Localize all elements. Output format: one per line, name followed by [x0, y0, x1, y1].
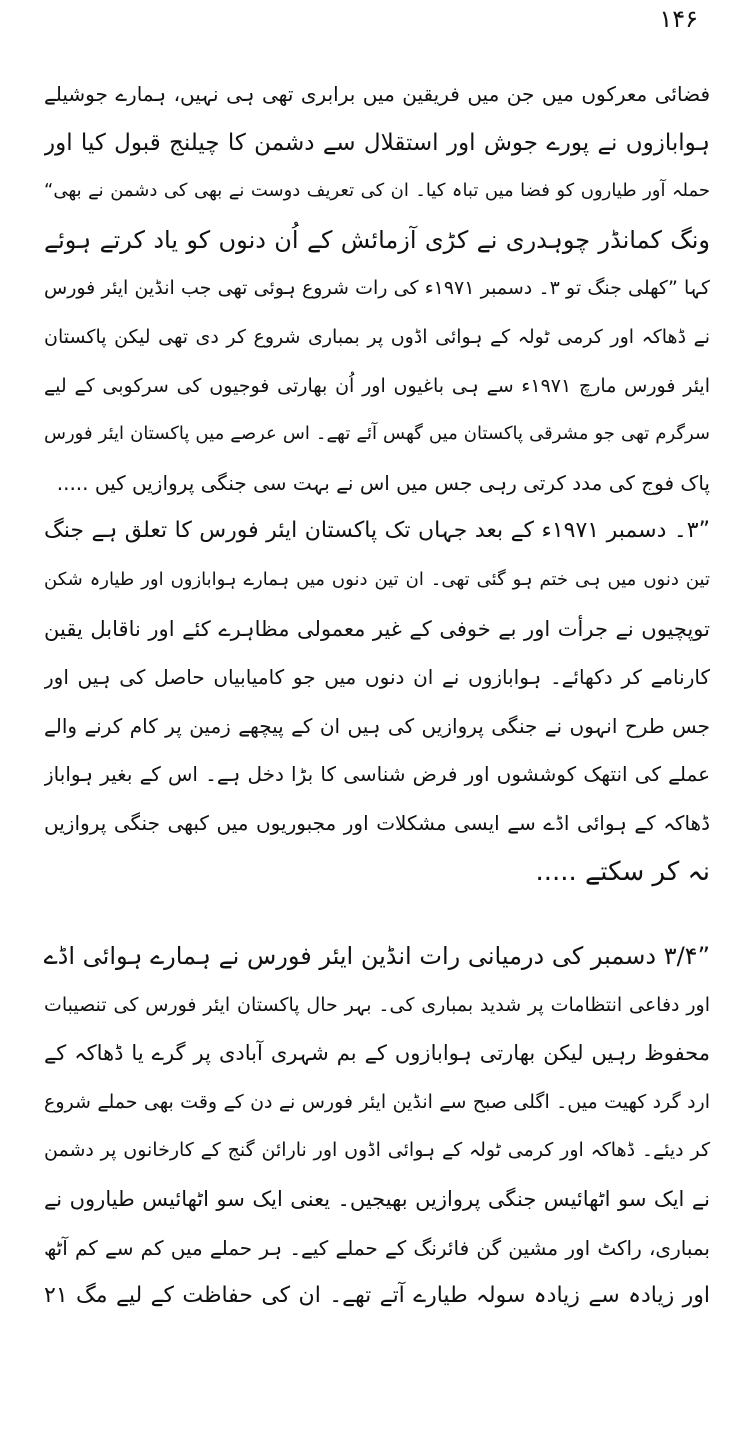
text-line: ڈھاکہ کے ہوائی اڈے سے ایسی مشکلات اور مجبوریوں میں کبھی جنگی پروازیں	[44, 810, 710, 835]
text-line: کہا ”کھلی جنگ تو ۳۔ دسمبر ۱۹۷۱ء کی رات شروع ہوئی تھی جب انڈین ایئر فورس	[44, 277, 710, 300]
page-body	[44, 70, 710, 1321]
text-line: بمباری، راکٹ اور مشین گن فائرنگ کے حملے کیے۔ ہر حملے میں کم سے کم آٹھ	[44, 1235, 710, 1260]
text-line: پاک فوج کی مدد کرتی رہی جس میں اس نے بہت سی جنگی پروازیں کیں .....	[56, 470, 710, 495]
text-line: نے ڈھاکہ اور کرمی ٹولہ کے ہوائی اڈوں پر بمباری شروع کر دی تھی لیکن پاکستان	[44, 325, 710, 348]
text-line: اور دفاعی انتظامات پر شدید بمباری کی۔ بہر حال پاکستان ایئر فورس کی تنصیبات	[44, 993, 710, 1016]
text-line: نہ کر سکتے .....	[535, 856, 710, 887]
text-line: ارد گرد کھیت میں۔ اگلی صبح سے انڈین ایئر فورس نے دن کے وقت بھی حملے شروع	[44, 1090, 710, 1113]
text-line: کر دیئے۔ ڈھاکہ اور کرمی ٹولہ کے ہوائی اڈوں اور نارائن گنج کے کارخانوں پر دشمن	[44, 1139, 710, 1162]
paragraph-gap	[44, 896, 710, 932]
text-line: محفوظ رہیں لیکن بھارتی ہوابازوں کے بم شہری آبادی پر گرے یا ڈھاکہ کے	[44, 1041, 710, 1066]
text-line: سرگرم تھی جو مشرقی پاکستان میں گھس آئے تھے۔ اس عرصے میں پاکستان ایئر فورس	[44, 423, 710, 445]
text-line: ہوابازوں نے پورے جوش اور استقلال سے دشمن کا چیلنج قبول کیا اور	[44, 129, 710, 156]
text-line: فضائی معرکوں میں جن میں فریقین میں برابری تھی ہی نہیں، ہمارے جوشیلے	[44, 82, 710, 106]
text-line: ونگ کمانڈر چوہدری نے کڑی آزمائش کے اُن دنوں کو یاد کرتے ہوئے	[44, 225, 710, 254]
text-line: تین دنوں میں ہی ختم ہو گئی تھی۔ ان تین دنوں میں ہمارے ہوابازوں اور طیارہ شکن	[44, 568, 710, 590]
text-line: جس طرح انہوں نے جنگی پروازیں کی ہیں ان کے پیچھے زمین پر کام کرنے والے	[44, 713, 710, 738]
text-line: کارنامے کر دکھائے۔ ہوابازوں نے ان دنوں میں جو کامیابیاں حاصل کی ہیں اور	[44, 665, 710, 690]
text-line: عملے کی انتھک کوششوں اور فرض شناسی کا بڑا دخل ہے۔ اس کے بغیر ہواباز	[44, 762, 710, 787]
text-line: ”۳۔ دسمبر ۱۹۷۱ء کے بعد جہاں تک پاکستان ایئر فورس کا تعلق ہے جنگ	[44, 518, 710, 544]
text-line: توپچیوں نے جرأت اور بے خوفی کے غیر معمولی مظاہرے کئے اور ناقابل یقین	[44, 616, 710, 641]
text-line: اور زیادہ سے زیادہ سولہ طیارے آتے تھے۔ ان کی حفاظت کے لیے مگ ۲۱	[44, 1283, 710, 1309]
text-line: ”۳/۴ دسمبر کی درمیانی رات انڈین ایئر فورس نے ہمارے ہوائی اڈے	[44, 942, 710, 971]
text-line: نے ایک سو اٹھائیس جنگی پروازیں بھیجیں۔ یعنی ایک سو اٹھائیس طیاروں نے	[44, 1187, 710, 1212]
text-line: حملہ آور طیاروں کو فضا میں تباہ کیا۔ ان کی تعریف دوست نے بھی کی دشمن نے بھی“	[44, 180, 710, 202]
text-line: ایئر فورس مارچ ۱۹۷۱ء سے ہی باغیوں اور اُن بھارتی فوجیوں کی سرکوبی کے لیے	[44, 374, 710, 397]
page-number: ۱۴۶	[659, 5, 698, 33]
